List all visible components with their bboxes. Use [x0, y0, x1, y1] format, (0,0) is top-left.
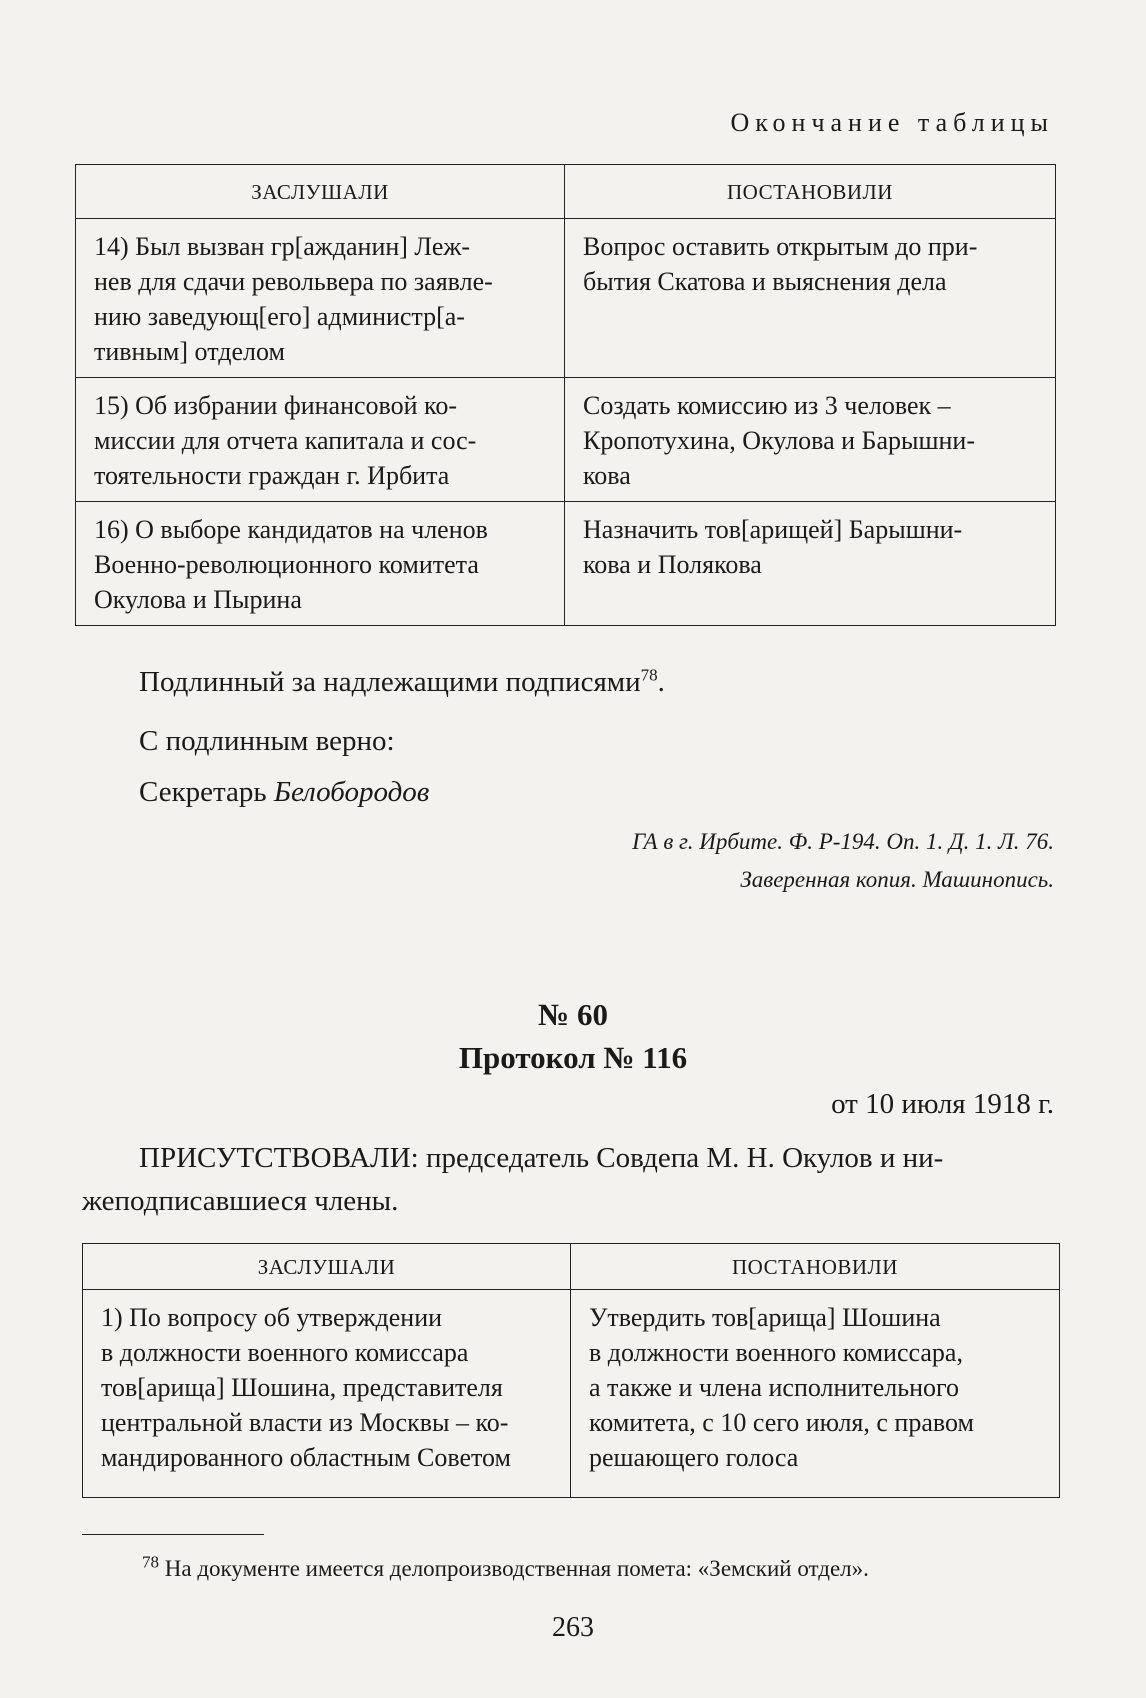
footnote: $^{78}$ На документе имеется делопроизводственная помета: «Земский отдел». — [142, 1552, 869, 1581]
table-row — [83, 1290, 1060, 1498]
table-row — [76, 378, 1056, 502]
heard-cell: 15) Об избрании финансовой ко- миссии для отчета капитала и сос- тоятельности граждан г. Ирбита — [76, 378, 565, 502]
decided-cell: Вопрос оставить открытым до при- бытия Скатова и выяснения дела — [565, 219, 1056, 378]
footnote-divider — [82, 1534, 264, 1535]
column-header-heard: ЗАСЛУШАЛИ — [83, 1244, 571, 1290]
archive-reference: ГА в г. Ирбите. Ф. Р-194. Оп. 1. Д. 1. Л. 76. — [632, 829, 1054, 854]
decided-cell: Создать комиссию из 3 человек – Кропотухина, Окулова и Барышни- кова — [565, 378, 1056, 502]
running-head: Окончание таблицы — [730, 108, 1054, 137]
decided-cell: Утвердить тов[арища] Шошина в должности военного комиссара, а также и члена исполнительного комитета, с 10 сего июля, с правом решающего голоса — [571, 1290, 1060, 1498]
present-line-cont: жеподписавшиеся члены. — [82, 1185, 399, 1217]
document-number: № 60 — [538, 997, 608, 1032]
table-header-row — [83, 1244, 1060, 1290]
heard-cell: 14) Был вызван гр[ажданин] Леж- нев для сдачи револьвера по заявле- нию заведующ[его] администр[а- тивным] отделом — [76, 219, 565, 378]
table-row — [76, 502, 1056, 626]
page-number: 263 — [552, 1612, 594, 1643]
column-header-decided: ПОСТАНОВИЛИ — [565, 165, 1056, 219]
column-header-heard: ЗАСЛУШАЛИ — [76, 165, 565, 219]
table-row — [76, 219, 1056, 378]
original-signatures-line: Подлинный за надлежащими подписями$^{78}$. — [139, 665, 665, 698]
column-header-decided: ПОСТАНОВИЛИ — [571, 1244, 1060, 1290]
minutes-table — [82, 1243, 1060, 1498]
footnote-ref: 78 — [640, 665, 658, 685]
table-header-row — [76, 165, 1056, 219]
present-line: ПРИСУТСТВОВАЛИ: председатель Совдепа М. Н. Окулов и ни- — [139, 1142, 944, 1174]
protocol-title: Протокол № 116 — [458, 1040, 688, 1075]
copy-type: Заверенная копия. Машинопись. — [740, 867, 1054, 892]
heard-cell: 1) По вопросу об утверждении в должности военного комиссара тов[арища] Шошина, представителя центральной власти из Москвы – ко- мандированного областным Советом — [83, 1290, 571, 1498]
certified-line: С подлинным верно: — [139, 725, 395, 757]
decided-cell: Назначить тов[арищей] Барышни- кова и Полякова — [565, 502, 1056, 626]
secretary-signature: Секретарь Белобородов — [139, 776, 430, 808]
minutes-table-continued — [75, 164, 1056, 626]
protocol-date: от 10 июля 1918 г. — [831, 1088, 1054, 1120]
heard-cell: 16) О выборе кандидатов на членов Военно-революционного комитета Окулова и Пырина — [76, 502, 565, 626]
footnote-number: 78 — [142, 1552, 159, 1572]
